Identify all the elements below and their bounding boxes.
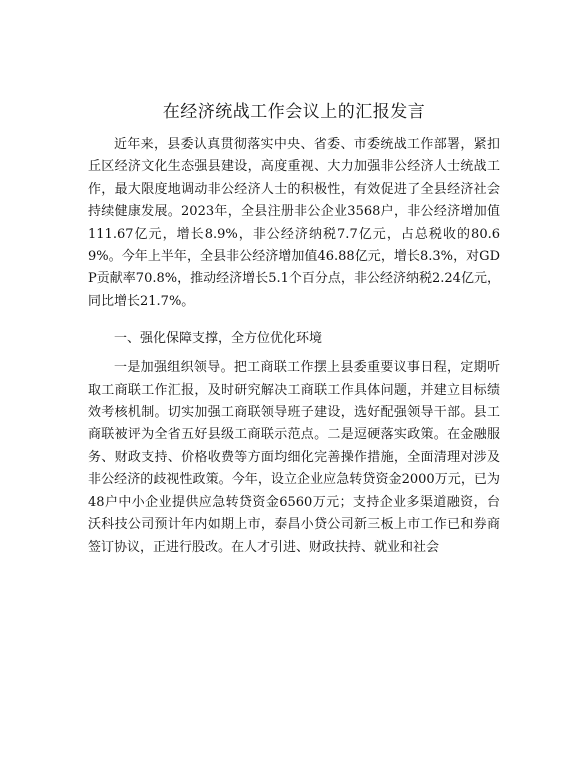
section-body-paragraph: 一是加强组织领导。把工商联工作摆上县委重要议事日程，定期听取工商联工作汇报，及时研究解决工商联工作具体问题，并建立目标绩效考核机制。切实加强工商联领导班子建设，选好配强领导干部。县工商联被评为全省五好县级工商联示范点。二是逗硬落实政策。在金融服务、财政支持、价格收费等方面均细化完善操作措施，全面清理对涉及非公经济的歧视性政策。今年，设立企业应急转贷资金2000万元，已为48户中小企业提供应急转贷资金6560万元；支持企业多渠道融资，台沃科技公司预计年内如期上市，泰昌小贷公司新三板上市工作已和券商签订协议，正进行股改。在人才引进、财政扶持、就业和社会 <box>88 360 500 555</box>
section-heading: 一、强化保障支撑，全方位优化环境 <box>114 331 323 347</box>
document-title: 在经济统战工作会议上的汇报发言 <box>162 102 426 122</box>
intro-paragraph: 近年来，县委认真贯彻落实中央、省委、市委统战工作部署，紧扣丘区经济文化生态强县建设，高度重视、大力加强非公经济人士统战工作，最大限度地调动非公经济人士的积极性，有效促进了全县经济社会持续健康发展。2023年，全县注册非公企业3568户，非公经济增加值111.67亿元，增长8.9%，非公经济纳税7.7亿元，占总税收的80.69%。今年上半年，全县非公经济增加值46.88亿元，增长8.3%，对GDP贡献率70.8%，推动经济增长5.1个百分点，非公经济纳税2.24亿元，同比增长21.7%。 <box>88 137 500 309</box>
paragraph-spacer <box>88 313 500 319</box>
document-page <box>88 100 500 559</box>
